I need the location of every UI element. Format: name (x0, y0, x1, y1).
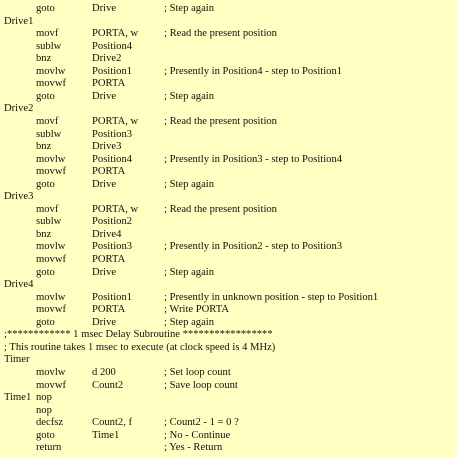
code-instruction: movlw (36, 241, 66, 253)
code-instruction: movf (36, 115, 59, 127)
code-operand: Drive (92, 3, 117, 14)
code-comment: ; Step again (164, 178, 215, 190)
code-operand: Count2, f (92, 417, 133, 429)
code-comment: ; Count2 - 1 = 0 ? (164, 417, 239, 429)
code-instruction: bnz (36, 53, 52, 65)
code-instruction: movf (36, 203, 59, 215)
code-operand: Time1 (92, 429, 120, 441)
code-operand: Drive4 (92, 228, 122, 240)
code-operand: Drive (92, 266, 117, 278)
code-operand: Drive (92, 316, 117, 328)
code-instruction: decfsz (36, 417, 64, 429)
code-comment: ; Step again (164, 3, 215, 14)
code-instruction: nop (36, 392, 52, 404)
code-instruction: goto (36, 316, 55, 328)
code-instruction: goto (36, 90, 55, 102)
code-instruction: sublw (36, 128, 62, 140)
code-instruction: movlw (36, 291, 66, 303)
code-operand: PORTA, w (92, 115, 139, 127)
code-operand: Position4 (92, 153, 133, 165)
code-label: Drive1 (4, 15, 34, 27)
code-operand: Drive2 (92, 53, 122, 65)
code-comment: ; Step again (164, 316, 215, 328)
code-instruction: movf (36, 28, 59, 40)
code-instruction: movlw (36, 366, 66, 378)
code-operand: Position1 (92, 65, 133, 77)
code-comment: ; Presently in unknown position - step to Position1 (164, 291, 379, 303)
code-instruction: sublw (36, 40, 62, 52)
code-label: ; This routine takes 1 msec to execute (at clock speed is 4 MHz) (4, 341, 276, 353)
code-label: Drive2 (4, 103, 34, 115)
code-comment: ; Read the present position (164, 203, 277, 215)
code-instruction: nop (36, 404, 52, 416)
code-comment: ; Step again (164, 266, 215, 278)
code-label: Time1 (4, 392, 32, 404)
code-operand: Position4 (92, 40, 133, 52)
code-instruction: movwf (36, 78, 67, 90)
code-instruction: goto (36, 266, 55, 278)
code-instruction: sublw (36, 216, 62, 228)
code-comment: ; Presently in Position2 - step to Position3 (164, 241, 343, 253)
code-operand: Position1 (92, 291, 133, 303)
code-operand: d 200 (92, 366, 116, 378)
code-instruction: movlw (36, 153, 66, 165)
code-comment: ; Set loop count (164, 366, 231, 378)
code-operand: Drive (92, 90, 117, 102)
code-operand: PORTA (92, 304, 126, 316)
code-instruction: return (36, 442, 62, 454)
code-operand: PORTA, w (92, 203, 139, 215)
code-instruction: goto (36, 3, 55, 14)
code-operand: Drive3 (92, 141, 122, 153)
code-operand: PORTA (92, 254, 126, 265)
code-comment: ; Presently in Position4 - step to Position1 (164, 65, 343, 77)
code-instruction: goto (36, 429, 55, 441)
code-operand: PORTA (92, 166, 126, 178)
code-comment: ; Write PORTA (164, 304, 229, 316)
code-instruction: goto (36, 178, 55, 190)
code-instruction: bnz (36, 228, 52, 240)
code-label: Timer (4, 354, 30, 366)
code-comment: ; Save loop count (164, 379, 238, 391)
code-comment: ; Read the present position (164, 28, 277, 40)
code-label: Drive3 (4, 191, 34, 203)
code-label: Drive4 (4, 279, 34, 291)
code-operand: PORTA, w (92, 28, 139, 40)
code-instruction: movwf (36, 166, 67, 178)
code-operand: Position3 (92, 241, 133, 253)
code-operand: Position3 (92, 128, 133, 140)
code-operand: Count2 (92, 379, 124, 391)
code-instruction: bnz (36, 141, 52, 153)
code-comment: ; Step again (164, 90, 215, 102)
code-instruction: movwf (36, 379, 67, 391)
code-label: ;************ 1 msec Delay Subroutine ***************** (4, 329, 273, 341)
code-comment: ; Presently in Position3 - step to Position4 (164, 153, 343, 165)
code-comment: ; No - Continue (164, 429, 231, 441)
code-comment: ; Read the present position (164, 115, 277, 127)
code-comment: ; Yes - Return (164, 442, 223, 454)
code-instruction: movlw (36, 65, 66, 77)
code-instruction: movwf (36, 254, 67, 265)
code-operand: Drive (92, 178, 117, 190)
code-instruction: movwf (36, 304, 67, 316)
code-operand: PORTA (92, 78, 126, 90)
code-operand: Position2 (92, 216, 133, 228)
